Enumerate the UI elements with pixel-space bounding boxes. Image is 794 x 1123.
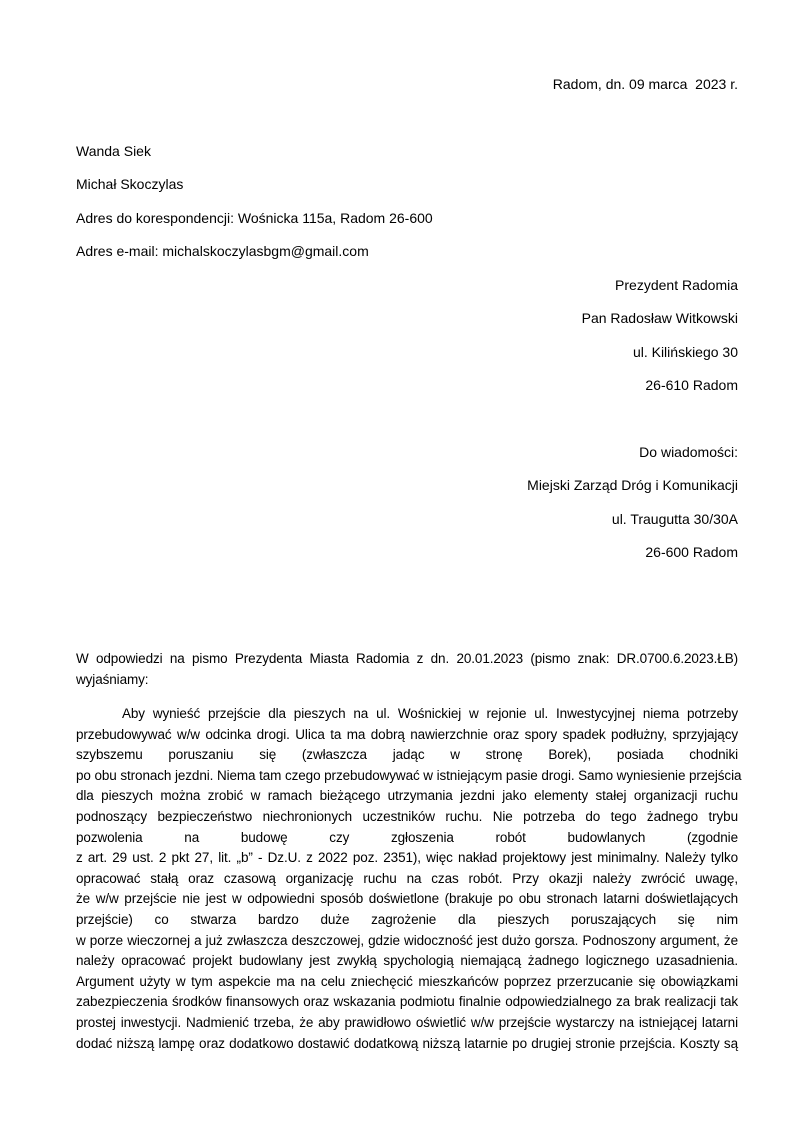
body-line: po obu stronach jezdni. Niema tam czego przebudowywać w istniejącym pasie drogi. Samo wyniesienie przejścia [76,767,742,783]
body-line: opracować stałą oraz czasową organizację ruchu na czas robót. Przy okazji należy zwrócić uwagę, [76,870,738,886]
body-line: należy opracować projekt budowlany jest zwykłą spychologią niemającą żadnego logicznego uzasadnienia. [76,953,738,969]
recipient-block [76,269,738,403]
cc-heading: Do wiadomości: [639,444,738,460]
cc-city: 26-600 Radom [645,544,738,561]
body-line: prostej inwestycji. Nadmienić trzeba, że aby prawidłowo oświetlić w/w przejście wystarczy na istniejącej latarni [76,1014,738,1030]
intro-paragraph [76,649,738,690]
date-line: Radom, dn. 09 marca 2023 r. [552,76,738,92]
body-line: zabezpieczenia środków finansowych oraz wskazania podmiotu finalnie odpowiedzialnego za brak realizacji tak [76,994,738,1010]
sender-name-2: Michał Skoczylas [76,176,184,193]
body-line: z art. 29 ust. 2 pkt 27, lit. „b” - Dz.U. z 2022 poz. 2351), więc nakład projektowy jest minimalny. Należy tylko [76,850,738,866]
body-line: przebudowywać w/w odcinka drogi. Ulica ta ma dobrą nawierzchnie oraz spory spadek podłużny, sprzyjający [76,726,738,742]
recipient-name: Pan Radosław Witkowski [581,310,738,327]
body-line: że w/w przejście nie jest w odpowiedni sposób doświetlone (brakuje po obu stronach latarni doświetlających [76,891,738,907]
body-line: Argument użyty w tym aspekcie ma na celu zniechęcić mieszkańców poprzez przerzucanie się obowiązkami [76,973,738,989]
body-line: przejście) co stwarza bardzo duże zagrożenie dla pieszych poruszających się nim [76,911,738,927]
sender-email: Adres e-mail: michalskoczylasbgm@gmail.com [76,243,369,260]
recipient-city: 26-610 Radom [645,377,738,394]
body-line: pozwolenia na budowę czy zgłoszenia robót budowlanych (zgodnie [76,829,738,845]
recipient-title: Prezydent Radomia [615,277,738,293]
sender-name-1: Wanda Siek [76,143,151,159]
cc-block [76,436,738,570]
body-paragraph [76,704,742,1054]
intro-line: wyjaśniamy: [76,671,149,687]
sender-block [76,135,738,269]
body-line: dodać niższą lampę oraz dodatkowo dostawić dodatkową niższą latarnie po drugiej stronie przejścia. Koszty są [76,1035,738,1051]
recipient-street: ul. Kilińskiego 30 [632,343,738,360]
body-line: podnoszący bezpieczeństwo niechronionych uczestników ruchu. Nie potrzeba do tego żadnego trybu [76,808,738,824]
body-line: w porze wieczornej a już zwłaszcza deszczowej, gdzie widoczność jest dużo gorsza. Podnoszony argument, że [76,932,738,948]
cc-organization: Miejski Zarząd Dróg i Komunikacji [527,477,738,494]
cc-street: ul. Traugutta 30/30A [611,510,738,527]
body-line: szybszemu poruszaniu się (zwłaszcza jadąc w stronę Borek), posiada chodniki [76,747,738,763]
intro-line: W odpowiedzi na pismo Prezydenta Miasta Radomia z dn. 20.01.2023 (pismo znak: DR.0700.6.2023.ŁB) [76,651,738,666]
sender-address: Adres do korespondencji: Wośnicka 115a, Radom 26-600 [76,209,433,226]
body-line: dla pieszych można zrobić w ramach bieżącego utrzymania jezdni jako elementy stałej organizacji ruchu [76,788,738,804]
body-line: Aby wynieść przejście dla pieszych na ul. Wośnickiej w rejonie ul. Inwestycyjnej niema potrzeby [122,706,738,721]
